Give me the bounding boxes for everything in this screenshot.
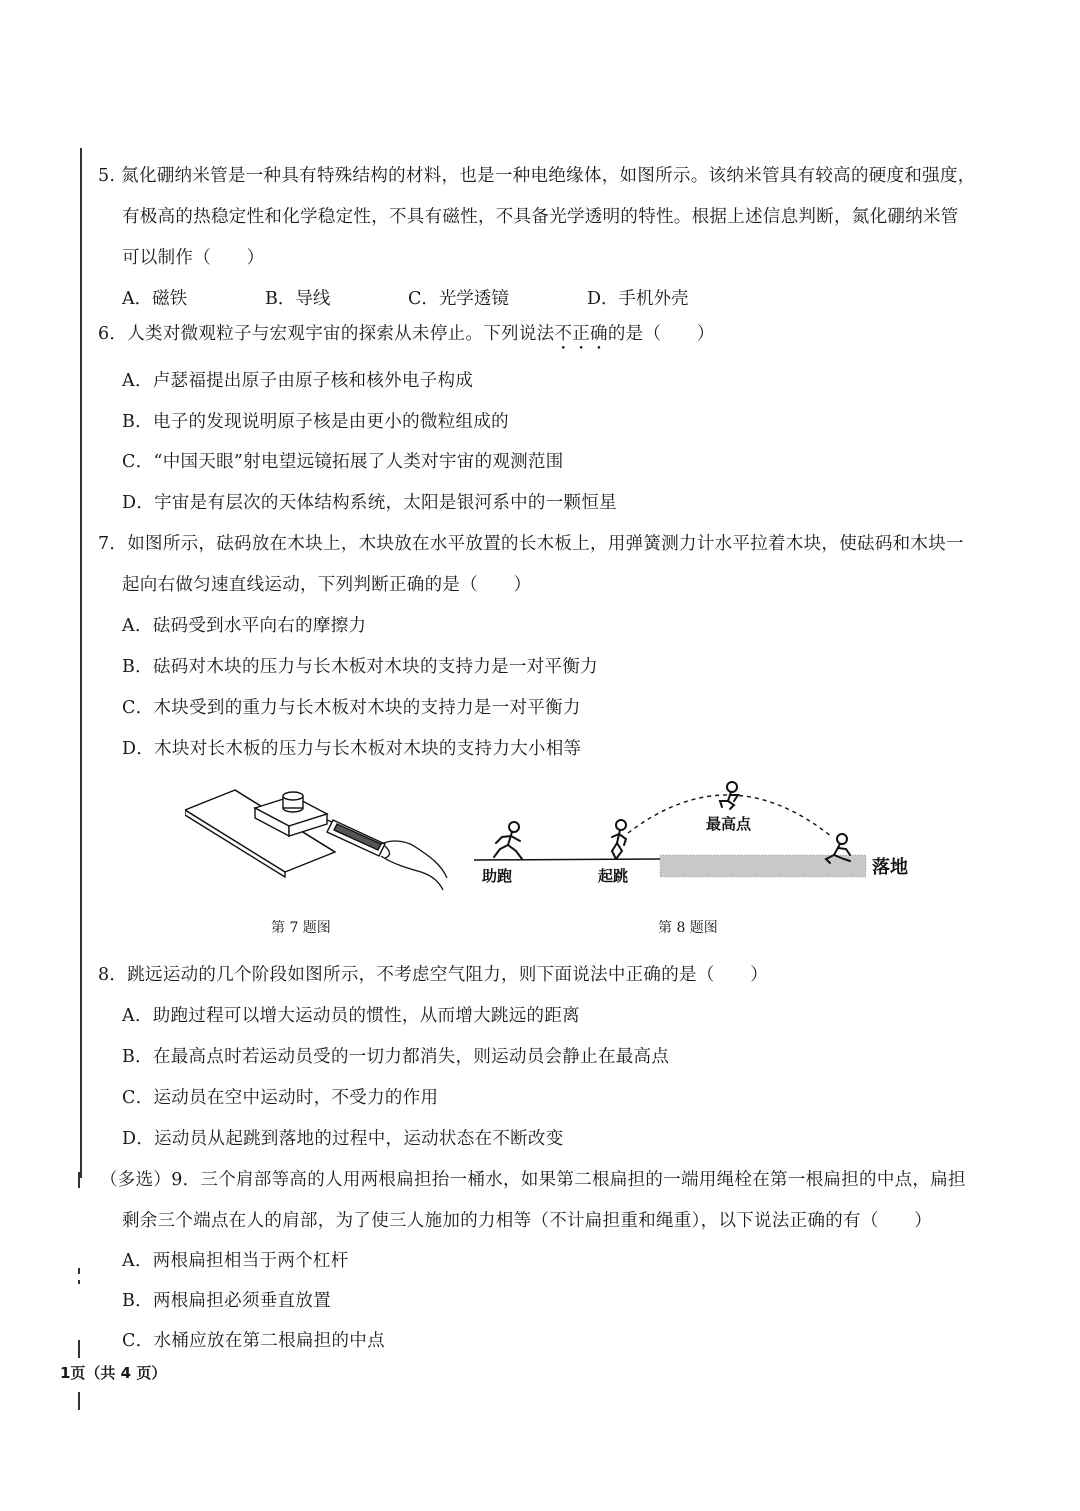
margin-tick: [78, 1280, 80, 1284]
q7-stem-line1: 7．如图所示，砝码放在木块上，木块放在水平放置的长木板上，用弹簧测力计水平拉着木块，使砝码和木块一: [98, 534, 964, 554]
margin-tick: [78, 1268, 80, 1274]
q8-option-d: D．运动员从起跳到落地的过程中，运动状态在不断改变: [122, 1129, 564, 1149]
q6-option-a: A．卢瑟福提出原子由原子核和核外电子构成: [122, 371, 474, 391]
q5-stem-line2: 有极高的热稳定性和化学稳定性，不具有磁性，不具备光学透明的特性。根据上述信息判断，氮化硼纳米管: [122, 207, 959, 227]
q7-option-a: A．砝码受到水平向右的摩擦力: [122, 616, 367, 636]
q9-option-a: A．两根扁担相当于两个杠杆: [122, 1251, 349, 1271]
q5-option-d: D．手机外壳: [587, 289, 689, 309]
spring-scale: [327, 820, 385, 856]
q6-stem-text: 6．人类对微观粒子与宏观宇宙的探索从未停止。下列说法: [98, 324, 555, 344]
peak-figure: [720, 782, 738, 809]
margin-tick: [78, 1340, 80, 1358]
q7-option-b: B．砝码对木块的压力与长木板对木块的支持力是一对平衡力: [122, 657, 598, 677]
weight-mass: [283, 792, 303, 812]
q8-stem: 8．跳远运动的几个阶段如图所示，不考虑空气阻力，则下面说法中正确的是（ ）: [98, 965, 769, 985]
figure-8-caption: 第 8 题图: [658, 920, 718, 936]
label-landing: 落地: [872, 857, 908, 878]
q6-option-b: B．电子的发现说明原子核是由更小的微粒组成的: [122, 412, 509, 432]
q9-option-b: B．两根扁担必须垂直放置: [122, 1291, 331, 1311]
margin-tick: [78, 1392, 80, 1410]
q8-option-b: B．在最高点时若运动员受的一切力都消失，则运动员会静止在最高点: [122, 1047, 670, 1067]
takeoff-figure: [612, 820, 626, 859]
q9-option-c: C．水桶应放在第二根扁担的中点: [122, 1331, 385, 1351]
label-peak: 最高点: [706, 815, 752, 833]
label-takeoff: 起跳: [598, 867, 629, 885]
long-board: [185, 790, 335, 877]
q5-option-a: A．磁铁: [122, 289, 188, 309]
q7-option-c: C．木块受到的重力与长木板对木块的支持力是一对平衡力: [122, 698, 581, 718]
runway-ground: [474, 859, 660, 860]
page-footer: 1页（共 4 页）: [60, 1364, 167, 1382]
q5-option-b: B．导线: [265, 289, 331, 309]
figure-7-block-spring-scale: [185, 782, 455, 892]
q5-stem-line3: 可以制作（ ）: [122, 248, 265, 268]
figure-7-caption: 第 7 题图: [271, 920, 331, 936]
q8-option-a: A．助跑过程可以增大运动员的惯性，从而增大跳远的距离: [122, 1006, 580, 1026]
q6-stem-tail: 的是（ ）: [607, 324, 715, 344]
figure-8-long-jump: [470, 775, 920, 887]
margin-tick: [78, 1172, 80, 1188]
q6-stem-emphasis: 不正确: [554, 324, 608, 344]
q5-stem-line1: 5. 氮化硼纳米管是一种具有特殊结构的材料，也是一种电绝缘体，如图所示。该纳米管具有较高的硬度和强度，: [98, 166, 976, 186]
q6-option-c: C．“中国天眼”射电望远镜拓展了人类对宇宙的观测范围: [122, 452, 564, 472]
hand-pulling: [381, 841, 447, 890]
q9-stem-line2: 剩余三个端点在人的肩部，为了使三人施加的力相等（不计扁担重和绳重），以下说法正确的有（ ）: [122, 1211, 933, 1231]
label-run: 助跑: [482, 867, 513, 885]
sand-pit: [660, 855, 866, 877]
q7-stem-line2: 起向右做匀速直线运动，下列判断正确的是（ ）: [122, 575, 532, 595]
q5-option-c: C．光学透镜: [408, 289, 509, 309]
q9-stem-line1: （多选）9．三个肩部等高的人用两根扁担抬一桶水，如果第二根扁担的一端用绳栓在第一根扁担的中点，扁担: [100, 1170, 966, 1190]
q6-stem: [98, 320, 715, 354]
q8-option-c: C．运动员在空中运动时，不受力的作用: [122, 1088, 439, 1108]
q5-options: [0, 285, 1080, 309]
q7-option-d: D．木块对长木板的压力与长木板对木块的支持力大小相等: [122, 739, 582, 759]
runner-figure: [494, 822, 522, 859]
q6-option-d: D．宇宙是有层次的天体结构系统，太阳是银河系中的一颗恒星: [122, 493, 617, 513]
